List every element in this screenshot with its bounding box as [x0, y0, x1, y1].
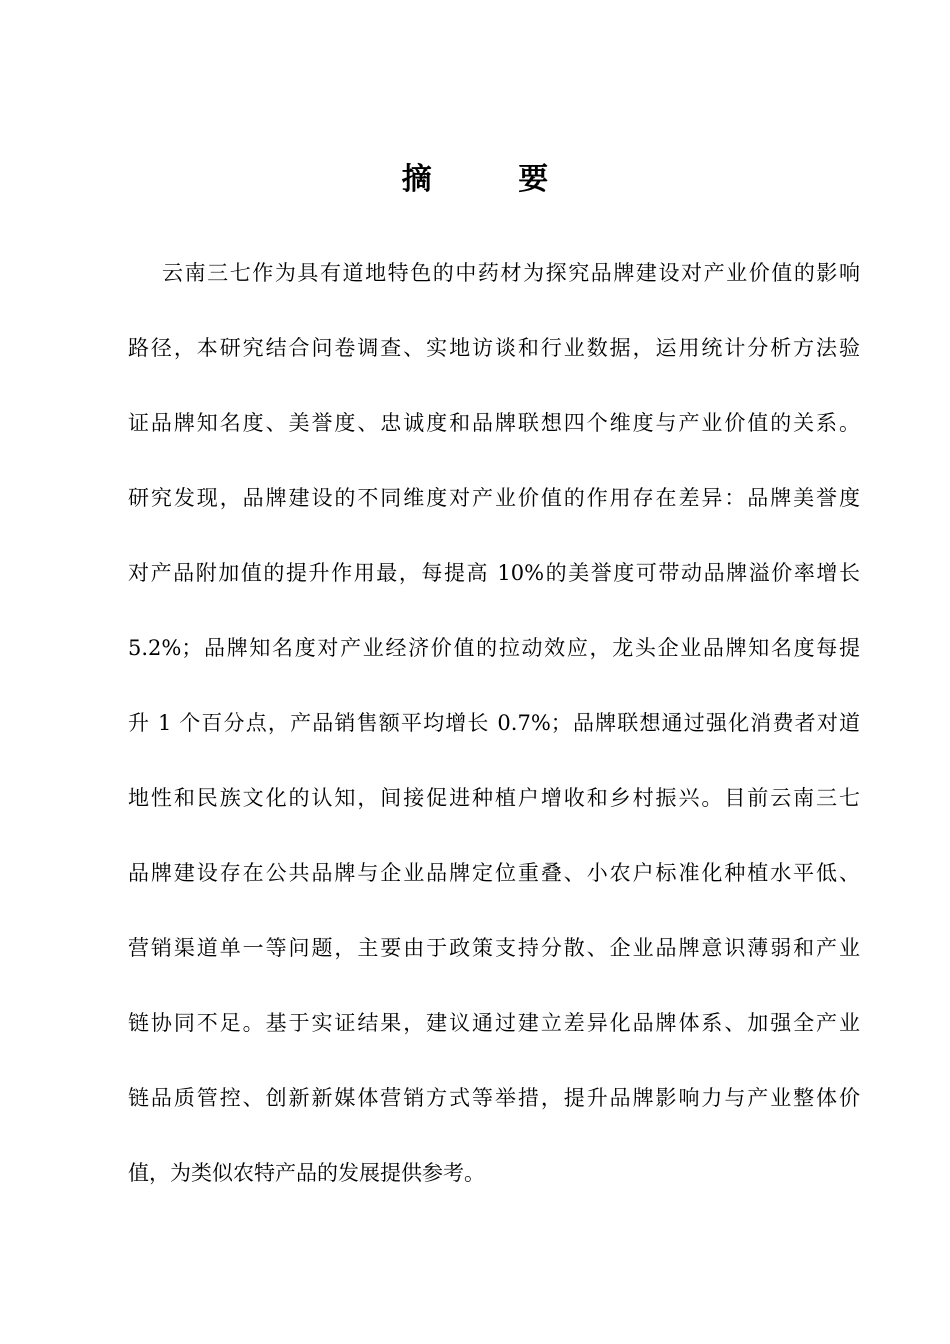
abstract-line: 营销渠道单一等问题，主要由于政策支持分散、企业品牌意识薄弱和产业	[128, 936, 860, 960]
abstract-line: 值，为类似农特产品的发展提供参考。	[128, 1161, 485, 1185]
abstract-line: 升 1 个百分点，产品销售额平均增长 0.7%；品牌联想通过强化消费者对道	[128, 711, 860, 735]
abstract-line: 链品质管控、创新新媒体营销方式等举措，提升品牌影响力与产业整体价	[128, 1086, 860, 1110]
abstract-line: 证品牌知名度、美誉度、忠诚度和品牌联想四个维度与产业价值的关系。	[128, 411, 860, 435]
abstract-body	[128, 236, 860, 1211]
abstract-line: 研究发现，品牌建设的不同维度对产业价值的作用存在差异：品牌美誉度	[128, 486, 860, 510]
abstract-line: 路径，本研究结合问卷调查、实地访谈和行业数据，运用统计分析方法验	[128, 336, 860, 360]
abstract-line: 链协同不足。基于实证结果，建议通过建立差异化品牌体系、加强全产业	[128, 1011, 860, 1035]
abstract-title: 摘 要	[401, 162, 587, 197]
abstract-line: 5.2%；品牌知名度对产业经济价值的拉动效应，龙头企业品牌知名度每提	[128, 636, 860, 660]
abstract-line: 对产品附加值的提升作用最，每提高 10%的美誉度可带动品牌溢价率增长	[128, 561, 860, 585]
abstract-line: 品牌建设存在公共品牌与企业品牌定位重叠、小农户标准化种植水平低、	[128, 861, 860, 885]
abstract-line: 地性和民族文化的认知，间接促进种植户增收和乡村振兴。目前云南三七	[128, 786, 860, 810]
abstract-line: 云南三七作为具有道地特色的中药材为探究品牌建设对产业价值的影响	[162, 261, 860, 285]
